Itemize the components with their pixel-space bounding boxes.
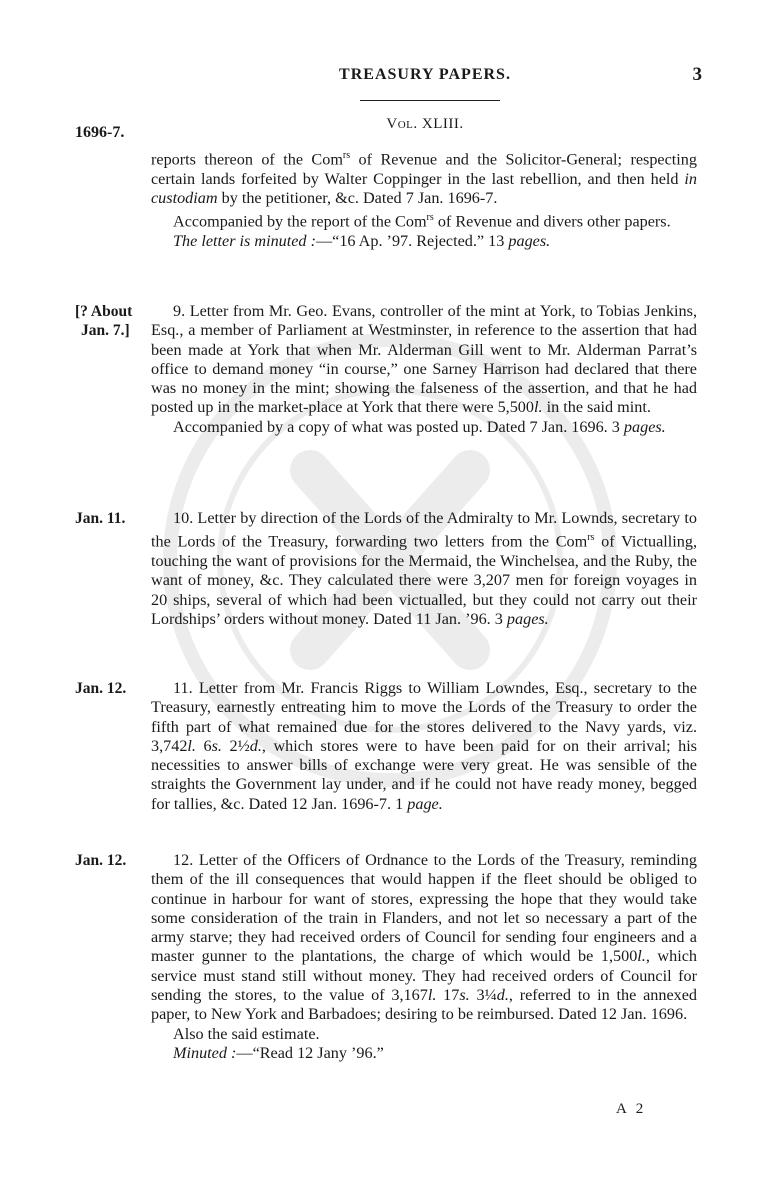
italic-run: l. [534,398,543,417]
running-title: TREASURY PAPERS. [339,66,511,83]
entry-body [151,679,697,814]
text-run: Accompanied by a copy of what was posted up. Dated 7 Jan. 1696. 3 [173,417,624,436]
italic-run: pages. [508,231,551,250]
text-run: , which stores were to have been paid for on their arrival; his necessities to answer bills of exchange were very great. He was sensible of the straights the Government lay under, and if he could not have ready money, begged for tallies, &c. Dated 12 Jan. 1696-7. 1 [151,736,697,813]
margin-date: Jan. 12. [75,852,127,869]
entry-paragraph [151,679,697,814]
italic-run: in custodiam [151,169,697,207]
text-run: 2½ [221,736,250,755]
text-run: Accompanied by the report of the Com [173,212,427,231]
italic-run: page. [407,794,443,813]
margin-date: Jan. 11. [75,510,126,527]
superscript: rs [426,212,434,224]
running-head [0,64,770,88]
text-run: of Victualling, touching the want of provisions for the Mermaid, the Winchelsea, and the Ruby, the want of money, &c. They calculated there were 3,207 men for foreign voyages in 20 ships, several of which had been victualled, but they could not carry out their Lordships’ orders without money. Dated 11 Jan. ’96. 3 [151,532,698,628]
text-run: , which service must stand still without money. They had received orders of Council for sending the stores, to the value of 3,167 [151,947,697,1005]
continuation-paragraph [151,146,697,208]
text-run: —“16 Ap. ’97. Rejected.” 13 [315,231,509,250]
italic-run: l. [187,736,196,755]
accompanied-paragraph [151,208,697,232]
date-line: Jan. 7.] [81,322,130,339]
italic-run: l. [637,947,646,966]
text-run: in the said mint. [542,398,651,417]
volume-prefix: Vol. [386,116,418,132]
text-run: reports thereon of the Com [151,150,343,169]
text-run: , referred to in the annexed paper, to New York and Barbadoes; desiring to be reimbursed. Dated 12 Jan. 1696. [151,986,697,1024]
entry-body [151,509,697,629]
italic-run: pages. [623,417,666,436]
entry-body [151,302,697,437]
minute-paragraph [151,1044,697,1063]
text-run: of Revenue and the Solicitor-General; respecting certain lands forfeited by Walter Coppinger in the last rebellion, and then held [151,150,697,188]
margin-date [75,302,155,340]
text-run: 6 [195,736,212,755]
superscript: rs [342,150,351,161]
text-run: 12. Letter of the Officers of Ordnance to the Lords of the Treasury, reminding them of the ill consequences that would happen if the fleet should be obliged to continue in harbour for want of stores, expressing the hope that they would take some consideration of the train in Flanders, and not let so necessary a part of the army starve; they had received orders of Council for sending four engineers and a master gunner to the plantations, the charge of which would be 1,500 [151,851,697,966]
italic-run: d. [249,736,262,755]
volume-heading [280,116,570,133]
italic-run: The letter is minuted : [173,231,316,250]
continuation-body [151,146,697,251]
volume-number: XLIII. [421,116,464,132]
text-run: 9. Letter from Mr. Geo. Evans, controller of the mint at York, to Tobias Jenkins, Esq., a member of Parliament at Westminster, in reference to the assertion that had been made at York that when Mr. Alderman Gill went to Mr. Alderman Parrat’s office to demand money “in course,” one Sarney Harrison had declared that there was no money in the mint; showing the falseness of the assertion, and that he had posted up in the market-place at York that there were 5,500 [151,302,697,417]
date-line: [? About [75,303,133,320]
minute-paragraph [151,232,697,251]
text-run: of Revenue and divers other papers. [433,212,671,231]
text-run: by the petitioner, &c. Dated 7 Jan. 1696-7. [217,188,498,207]
entry-paragraph [151,851,697,1025]
italic-run: l. [427,986,437,1005]
italic-run: s. [459,986,470,1005]
accompanied-paragraph [151,418,697,437]
year-margin: 1696-7. [75,124,125,141]
also-paragraph: Also the said estimate. [173,1024,320,1043]
italic-run: Minuted : [173,1043,237,1062]
text-run: —“Read 12 Jany ’96.” [236,1043,384,1062]
text-run: 10. Letter by direction of the Lords of the Admiralty to Mr. Lownds, secretary to the Lords of the Treasury, forwarding two letters from the Com [151,509,697,551]
margin-date: Jan. 12. [75,680,127,697]
entry-body [151,851,697,1063]
printer-signature-mark: A 2 [616,1101,647,1117]
header-rule [360,100,500,101]
text-run: 17 [436,986,460,1005]
italic-run: s. [211,736,222,755]
entry-paragraph [151,302,697,418]
text-run: 3¼ [469,986,497,1005]
page-number: 3 [692,64,702,85]
text-run: 11. Letter from Mr. Francis Riggs to William Lowndes, Esq., secretary to the Treasury, earnestly entreating him to move the Lords of the Treasury to order the fifth part of what remained due for the stores delivered to the Navy yards, viz. 3,742 [151,679,697,755]
italic-run: d. [496,986,509,1005]
entry-paragraph [151,509,697,629]
superscript: rs [587,532,595,544]
italic-run: pages. [506,609,549,628]
